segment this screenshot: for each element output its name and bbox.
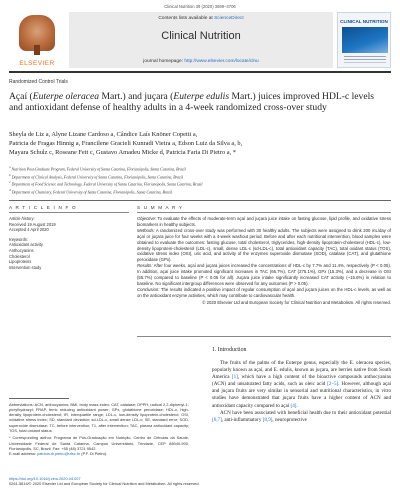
methods-text: A randomized cross-over study was performed with 30 healthy adults. The subjects were assigned to drink 200 mL/day of açaí or juçara juice for four weeks with a 4-week washout period. Before and after each nutritional intervention, blood samples were obtained to evaluate the outcomes: fasting glucose, total cholesterol, triglycerides, high-density lipoprotein-cholesterol (HDL-c), low-density lipoprotein-cholesterol (LDL-c), small, dense LDL-c (sd-LDL-c), total antioxidant capacity (TAC), total oxidant status (TOS), oxidative stress index (OSI), uric acid, and activity of the enzymes superoxide dismutase (SOD), catalase (CAT), and glutathione peroxidase (GPx). xyxy=(137,227,391,263)
keyword-item: Lipoproteins xyxy=(9,259,32,265)
email-suffix: (P.F. Di Pietro). xyxy=(80,451,108,457)
issn-line: 0261-5614/© 2020 Elsevier Ltd and European Society for Clinical Nutrition and Metabolism. All rights reserved. xyxy=(9,481,200,487)
intro-text: , anti-inflammatory xyxy=(221,416,263,423)
journal-info-box xyxy=(69,12,333,68)
introduction-body xyxy=(212,360,391,424)
running-head: Clinical Nutrition 39 (2020) 3699–3706 xyxy=(164,4,236,9)
journal-homepage-link[interactable]: http://www.elsevier.com/locate/clnu xyxy=(184,59,259,64)
abbreviations-footnote: Abbreviations: ACN, anthocyanins; BMI, body mass index; CAT, catalase; DPPH, radical 2,2-diphenyl-1-picrylhydrazyl; FRAP, ferric reducing antioxidant power; GPx, glutathione peroxidase; HDL-c, high-density lipoprotein-cholesterol; IR, interquartile range; LDL-c, low-density lipoprotein-cholesterol; OSI, oxidative stress index; SD, standard deviation; sd-LDL-c, small dense LDL-c; SE, standard error; SOD, superoxide dismutase; TC, before intervention; T1, after intervention; TAC, plasma antioxidant capacity; TOS, total oxidant status. xyxy=(9,401,189,433)
copyright-notice: © 2020 Elsevier Ltd and European Society for Clinical Nutrition and Metabolism. All rights reserved. xyxy=(202,299,391,305)
footnotes xyxy=(9,398,189,456)
introduction-heading: 1. Introduction xyxy=(212,347,247,353)
summary-heading: S U M M A R Y xyxy=(137,205,184,210)
elsevier-logo[interactable] xyxy=(9,12,65,68)
keyword-item: Cholesterol xyxy=(9,253,30,259)
abstract-conclusion xyxy=(137,287,391,299)
tree-trunk-icon xyxy=(34,45,40,55)
footnote-rule xyxy=(9,398,69,399)
affiliation-label: c xyxy=(9,180,11,185)
title-text-2: Mart.) and juçara ( xyxy=(99,91,174,102)
homepage-line xyxy=(69,59,333,64)
citation-link[interactable]: [2–5] xyxy=(327,381,339,388)
intro-paragraph xyxy=(212,410,391,424)
abstract-methods xyxy=(137,228,391,263)
doi-link[interactable]: https://doi.org/10.1016/j.clnu.2020.04.007 xyxy=(9,476,81,481)
journal-masthead xyxy=(9,12,391,68)
cover-text-lines xyxy=(344,56,386,57)
affiliation-item xyxy=(9,173,391,181)
keywords-title: Keywords: xyxy=(9,236,29,242)
journal-name: Clinical Nutrition xyxy=(161,30,241,42)
email-footnote xyxy=(9,451,189,456)
keyword-item: Anthocyanins xyxy=(9,247,34,253)
affiliation-text: Department of Chemistry, Federal University of Santa Catarina, Florianópolis, Santa Catarina, Brazil xyxy=(11,190,172,195)
intro-text: , neuroprotective xyxy=(272,416,307,423)
affiliation-text: Department of Food Science and Technology, Federal University of Santa Catarina, Florianópolis, Santa Catarina, Brazil xyxy=(11,182,203,187)
journal-cover-thumbnail[interactable] xyxy=(337,12,391,68)
accepted-date: Accepted 4 April 2020 xyxy=(9,227,49,233)
methods-label: Methods: xyxy=(137,227,155,233)
intro-text: The fruits of the palms of the Euterpe genus, especially the E. oleracea species, popularly known as açaí, and E. edulis, known as juçara, are berries native from South America xyxy=(212,360,391,381)
intro-text: , which have a high content of the bioactive compounds anthocyanins (ACN) and unsaturated fatty acids, such as oleic acid xyxy=(212,374,391,388)
sciencedirect-link[interactable]: ScienceDirect xyxy=(214,16,244,21)
article-type: Randomized Control Trials xyxy=(9,79,68,85)
summary-divider xyxy=(137,212,391,213)
conclusion-text: The results indicated a positive impact of regular consumption of açaí and juçara juices on the HDL-c levels, as well as on the antioxidant enzyme activities, which may contribute to cardiovascular health. xyxy=(137,286,391,298)
citation-link[interactable]: [1] xyxy=(231,374,238,381)
received-date: Received 19 August 2019 xyxy=(9,221,56,227)
history-title: Article history: xyxy=(9,216,35,221)
objective-text: To evaluate the effects of moderate-term açaí and juçara juice intake on fasting glucose, lipid profile, and oxidative stress biomarkers in healthy subjects. xyxy=(137,216,391,227)
abstract-end-divider xyxy=(137,336,391,337)
keyword-item: Intervention study xyxy=(9,264,42,270)
intro-paragraph xyxy=(212,360,391,410)
title-species-2: Euterpe edulis xyxy=(173,91,230,102)
homepage-prefix: journal homepage: xyxy=(143,59,185,64)
keyword-item: Antioxidant activity xyxy=(9,242,43,248)
title-text-3: Mart.) juices improved HDL-c levels and antioxidant defense of healthy adults in a 4-week randomized cross-over study xyxy=(9,91,375,114)
author-line[interactable]: Mayara Schulz c, Roseane Fett c, Gustavo Amadeu Micke d, Patricia Faria Di Pietro a, * xyxy=(9,149,236,156)
corresponding-author-footnote: * Corresponding author. Programa de Pós-Graduação em Nutrição, Centro de Ciências da Saúde, Universidade Federal de Santa Catarina, Campus Universitário, Trindade, CEP 88040-900, Florianópolis, SC, Brazil. Fax: +55 (48) 3721 9542. xyxy=(9,435,189,451)
title-text-1: Açaí ( xyxy=(9,91,33,102)
abstract-results xyxy=(137,263,391,287)
article-info xyxy=(9,216,129,270)
header-divider xyxy=(9,71,391,73)
email-prefix: E-mail address: xyxy=(9,451,38,457)
affiliation-label: a xyxy=(9,165,11,169)
objective-label: Objective: xyxy=(137,216,157,221)
author-line[interactable]: Patricia de Fragas Hinnig a, Francilene Gracieli Kunradi Vieira a, Edson Luiz da Silva a, b, xyxy=(9,140,243,147)
affiliation-label: d xyxy=(9,188,11,193)
citation-link[interactable]: [4] xyxy=(290,402,297,409)
affiliation-item xyxy=(9,188,391,196)
cover-title: CLINICAL NUTRITION xyxy=(340,19,388,24)
citation-link[interactable]: [6,7] xyxy=(212,416,222,423)
citation-link[interactable]: [8,9] xyxy=(262,416,273,423)
article-info-divider xyxy=(9,212,129,213)
publisher-name: ELSEVIER xyxy=(19,60,55,67)
results-label: Results: xyxy=(137,263,153,269)
contents-prefix: Contents lists available at xyxy=(158,16,215,21)
intro-text: . xyxy=(296,402,298,409)
email-link[interactable]: patricia.di.pietro@ufsc.br xyxy=(37,451,81,457)
article-title xyxy=(9,91,384,114)
affiliation-text: Nutrition Post-Graduate Program, Federal University of Santa Catarina, Florianópolis, Santa Catarina, Brazil xyxy=(11,167,186,172)
author-list xyxy=(9,130,391,157)
results-text: After four weeks, açaí and juçara juices increased the concentrations of HDL-c by 7.7% and 11.4%, respectively (P < 0.05). In addition, açaí juice intake promoted significant increases in TAC (66.7%), CAT (275.1%), GPx (15.3%), and a decrease in OSI (55.7%) compared to baseline (P < 0.05 for all). Juçara juice intake significantly increased CAT activity (~15.6%) in relation to baseline. No significant intergroup differences were observed for any outcomes (P > 0.05). xyxy=(137,263,391,286)
conclusion-label: Conclusion: xyxy=(137,286,160,292)
article-info-heading: A R T I C L E I N F O xyxy=(9,205,77,210)
doi-block xyxy=(9,476,209,487)
affiliation-item xyxy=(9,165,391,173)
intro-text: . However, although açaí and juçara fruits are very similar in sensorial and nutritional characteristics, in vitro studies have demonstrated that juçara fruits have a higher content of ACN and antioxidant capacity compared to açaí xyxy=(212,381,391,409)
affiliation-text: Department of Clinical Analysis, Federal University of Santa Catarina, Florianópolis, Santa Catarina, Brazil xyxy=(11,175,183,179)
contents-line xyxy=(69,16,333,21)
title-species-1: Euterpe oleracea xyxy=(32,91,100,102)
intro-text: ACN have been associated with beneficial health due to their antioxidant potential xyxy=(220,409,391,416)
abstract xyxy=(137,216,391,306)
affiliation-item xyxy=(9,180,391,188)
author-line[interactable]: Sheyla de Liz a, Alyne Lizane Cardoso a, Cândice Laís Knöner Copetti a, xyxy=(9,131,198,138)
cover-image xyxy=(342,27,388,53)
affiliations xyxy=(9,165,391,196)
section-divider xyxy=(9,200,391,201)
abstract-objective xyxy=(137,216,391,228)
affiliation-label: b xyxy=(9,172,11,177)
